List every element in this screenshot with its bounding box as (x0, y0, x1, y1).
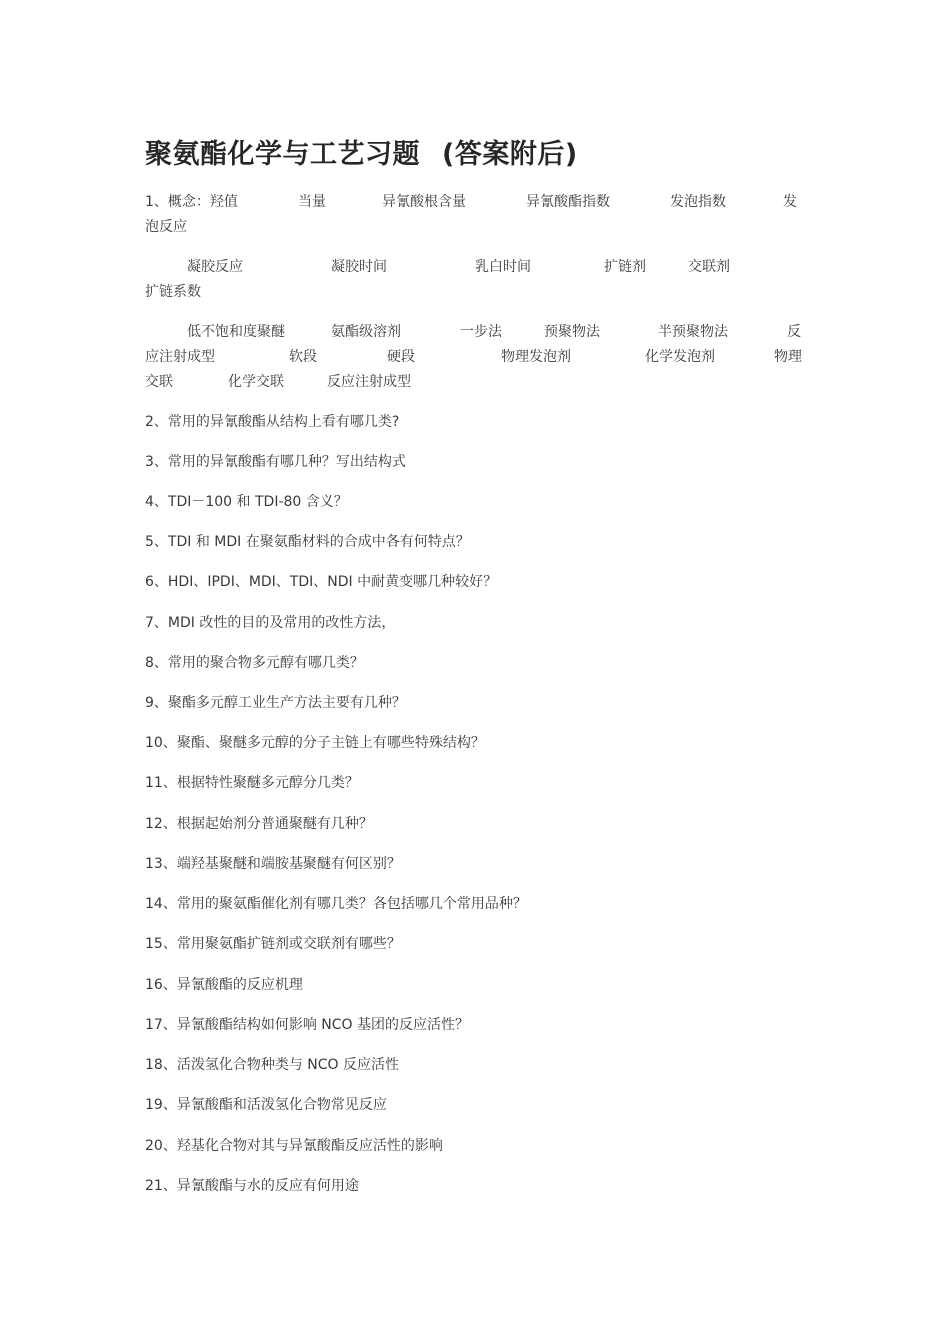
q1-term: 半预聚物法 (658, 324, 728, 340)
question-11: 11、根据特性聚醚多元醇分几类？ (145, 775, 359, 791)
q1-term: 异氰酸酯指数 (526, 194, 610, 210)
question-21: 21、异氰酸酯与水的反应有何用途 (145, 1178, 359, 1194)
question-5: 5、TDI 和 MDI 在聚氨酯材料的合成中各有何特点？ (145, 534, 470, 550)
q1-term: 化学发泡剂 (645, 349, 715, 365)
question-13: 13、端羟基聚醚和端胺基聚醚有何区别？ (145, 856, 401, 872)
question-20: 20、羟基化合物对其与异氰酸酯反应活性的影响 (145, 1138, 443, 1154)
q1-term: 凝胶反应 (187, 259, 243, 275)
q1-term: 物理 (774, 349, 802, 365)
question-19: 19、异氰酸酯和活泼氢化合物常见反应 (145, 1097, 387, 1113)
q1-term: 一步法 (460, 324, 502, 340)
title-text: 聚氨酯化学与工艺习题 (145, 139, 420, 170)
q1-term: 交联 (145, 374, 173, 390)
q1-term: 凝胶时间 (331, 259, 387, 275)
q1-term: 软段 (289, 349, 317, 365)
question-16: 16、异氰酸酯的反应机理 (145, 977, 303, 993)
q1-term: 发 (783, 194, 797, 210)
question-6: 6、HDI、IPDI、MDI、TDI、NDI 中耐黄变哪几种较好？ (145, 574, 498, 590)
question-3: 3、常用的异氰酸酯有哪几种？写出结构式 (145, 454, 406, 470)
question-12: 12、根据起始剂分普通聚醚有几种？ (145, 816, 373, 832)
q1-term: 预聚物法 (544, 324, 600, 340)
question-15: 15、常用聚氨酯扩链剂或交联剂有哪些？ (145, 936, 401, 952)
question-17: 17、异氰酸酯结构如何影响 NCO 基团的反应活性？ (145, 1017, 469, 1033)
q1-term: 交联剂 (688, 259, 730, 275)
question-8: 8、常用的聚合物多元醇有哪几类？ (145, 655, 364, 671)
document-title (145, 132, 578, 171)
q1-lead: 1、概念：羟值 (145, 194, 238, 210)
q1-term: 泡反应 (145, 219, 187, 235)
q1-term: 扩链剂 (604, 259, 646, 275)
q1-term: 化学交联 (228, 374, 284, 390)
q1-term: 低不饱和度聚醚 (187, 324, 285, 340)
question-18: 18、活泼氢化合物种类与 NCO 反应活性 (145, 1057, 399, 1073)
question-7: 7、MDI 改性的目的及常用的改性方法， (145, 615, 396, 631)
question-4: 4、TDI－100 和 TDI-80 含义？ (145, 494, 348, 510)
q1-term: 当量 (298, 194, 326, 210)
question-9: 9、聚酯多元醇工业生产方法主要有几种？ (145, 695, 406, 711)
q1-term: 反 (787, 324, 801, 340)
q1-term: 乳白时间 (475, 259, 531, 275)
title-suffix: (答案附后) (442, 139, 578, 170)
question-10: 10、聚酯、聚醚多元醇的分子主链上有哪些特殊结构？ (145, 735, 485, 751)
q1-term: 发泡指数 (670, 194, 726, 210)
q1-term: 应注射成型 (145, 349, 215, 365)
q1-term: 硬段 (387, 349, 415, 365)
q1-term: 氨酯级溶剂 (331, 324, 401, 340)
q1-term: 反应注射成型 (327, 374, 411, 390)
q1-term: 扩链系数 (145, 284, 201, 300)
question-2: 2、常用的异氰酸酯从结构上看有哪几类? (145, 414, 400, 430)
q1-term: 物理发泡剂 (501, 349, 571, 365)
question-14: 14、常用的聚氨酯催化剂有哪几类？各包括哪几个常用品种？ (145, 896, 527, 912)
q1-term: 异氰酸根含量 (382, 194, 466, 210)
